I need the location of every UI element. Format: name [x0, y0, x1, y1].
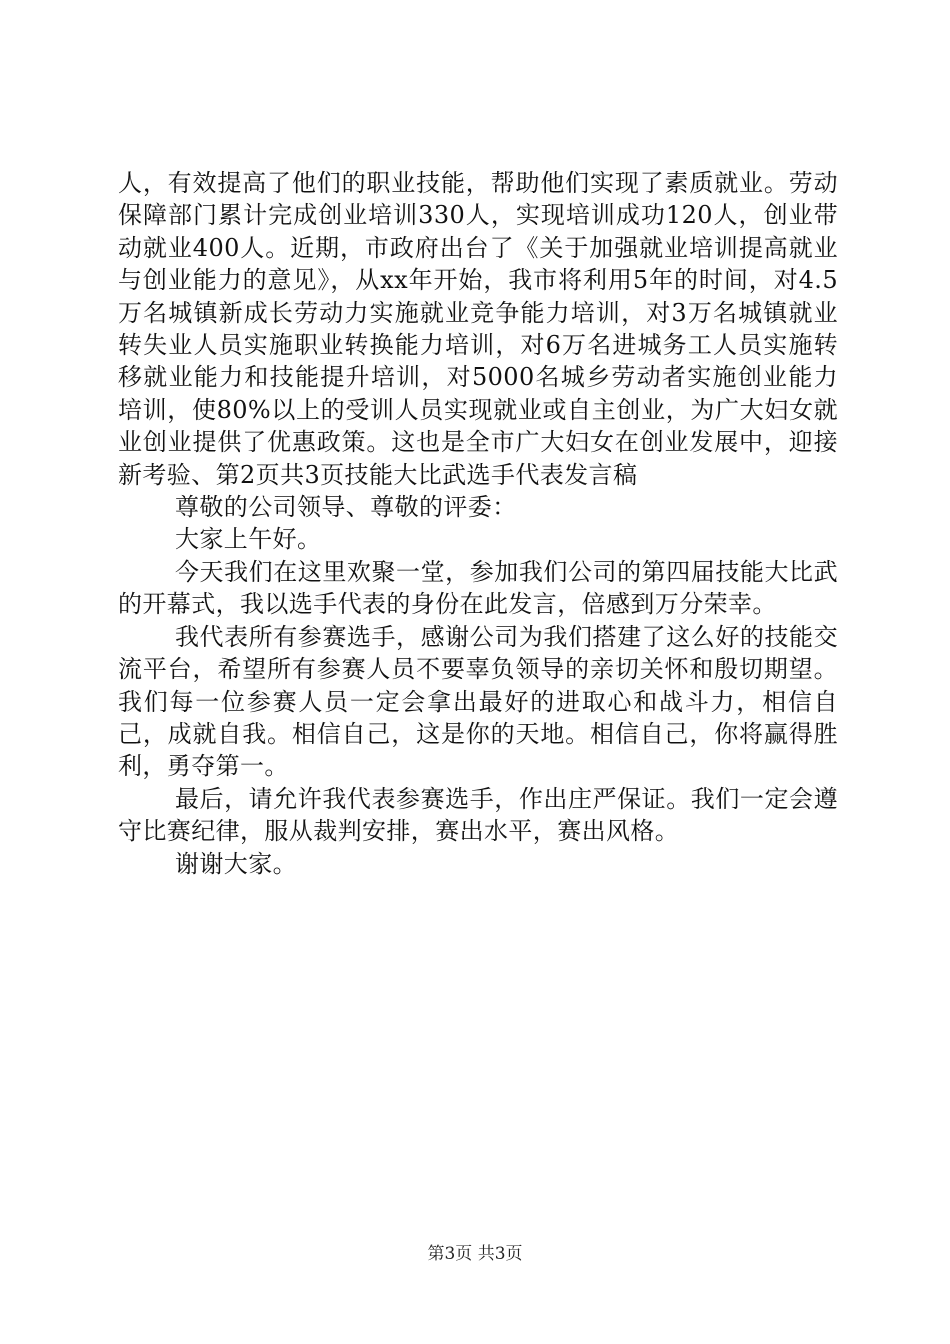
paragraph-greeting: 大家上午好。: [175, 525, 322, 554]
paragraph-closing: 谢谢大家。: [175, 849, 297, 878]
document-body: [118, 167, 838, 880]
paragraph-opening: 今天我们在这里欢聚一堂，参加我们公司的第四届技能大比武的开幕式，我以选手代表的身份在此发言，倍感到万分荣幸。: [118, 557, 838, 619]
page-number-footer: 第3页 共3页: [427, 1244, 523, 1264]
paragraph-salutation: 尊敬的公司领导、尊敬的评委：: [175, 493, 517, 522]
paragraph-continuation: 人，有效提高了他们的职业技能，帮助他们实现了素质就业。劳动保障部门累计完成创业培训330人，实现培训成功120人，创业带动就业400人。近期，市政府出台了《关于加强就业培训提高就业与创业能力的意见》，从xx年开始，我市将利用5年的时间，对4.5万名城镇新成长劳动力实施就业竞争能力培训，对3万名城镇就业转失业人员实施职业转换能力培训，对6万名进城务工人员实施转移就业能力和技能提升培训，对5000名城乡劳动者实施创业能力培训，使80%以上的受训人员实现就业或自主创业，为广大妇女就业创业提供了优惠政策。这也是全市广大妇女在创业发展中，迎接新考验、第2页共3页技能大比武选手代表发言稿: [118, 169, 838, 489]
paragraph-thanks: 我代表所有参赛选手，感谢公司为我们搭建了这么好的技能交流平台，希望所有参赛人员不要辜负领导的亲切关怀和殷切期望。我们每一位参赛人员一定会拿出最好的进取心和战斗力，相信自己，成就自我。相信自己，这是你的天地。相信自己，你将赢得胜利，勇夺第一。: [118, 622, 838, 781]
paragraph-pledge: 最后，请允许我代表参赛选手，作出庄严保证。我们一定会遵守比赛纪律，服从裁判安排，赛出水平，赛出风格。: [118, 784, 838, 846]
